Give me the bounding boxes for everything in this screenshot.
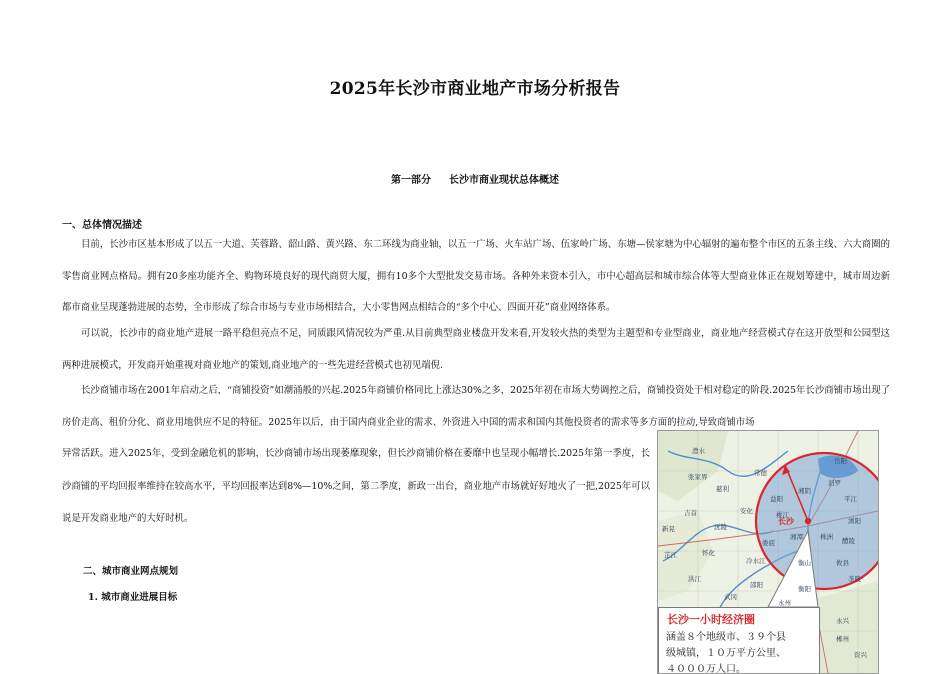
document-title: 2025年长沙市商业地产市场分析报告 (329, 79, 621, 99)
map-label-zhijiang: 芷江 (664, 551, 677, 559)
map-caption-title: 长沙一小时经济圈 (667, 613, 755, 626)
map-label-yongxing: 永兴 (836, 617, 849, 625)
part-heading (0, 171, 950, 186)
map-label-yongzhou: 永州 (778, 599, 791, 607)
map-label-chenzhou: 郴州 (836, 635, 849, 643)
map-caption-line-3: ４０００万人口。 (666, 664, 746, 674)
map-label-shaoyang: 邵阳 (750, 581, 763, 589)
map-label-yiyang: 益阳 (770, 495, 783, 503)
map-label-liling: 醴陵 (842, 537, 855, 545)
map-label-changde: 常德 (754, 469, 767, 477)
map-label-xiangyin: 湘阴 (798, 487, 811, 495)
map-label-taojiang: 桃江 (776, 511, 789, 519)
map-label-zixing: 资兴 (854, 651, 867, 659)
map-label-anhua: 安化 (740, 507, 753, 515)
paragraph-3-continued: 异常活跃。进入2025年，受到金融危机的影响，长沙商铺市场出现萎靡现象，但长沙商铺价格在萎靡中也呈现小幅增长.2025年第一季度，长沙商铺的平均回报率维持在较高水平，平均回报率达到8%—10%之间，第二季度，新政一出台，商业地产市场就好好地火了一把,2025年可以说是开发商业地产的大好时机。 (62, 448, 650, 524)
map-label-miluo: 汨罗 (828, 479, 841, 487)
map-label-lengshuijiang: 冷水江 (746, 557, 766, 565)
map-label-lishui: 澧水 (692, 447, 705, 455)
paragraph-1: 目前，长沙市区基本形成了以五一大道、芙蓉路、韶山路、黄兴路、东二环线为商业轴，以五一广场、火车站广场、伍家岭广场、东塘—侯家塘为中心辐射的遍布整个市区的五条主线、六大商圈的零售商业网点格局。拥有20多座功能齐全、购物环境良好的现代商贸大厦，拥有10多个大型批发交易市场。各种外来资本引入，市中心超高层和城市综合体等大型商业体正在规划筹建中，城市周边新都市商业呈现蓬勃进展的态势，全市形成了综合市场与专业市场相结合，大小零售网点相结合的“多个中心、四面开花”商业网络体系。 (62, 239, 890, 314)
map-label-yueyang: 岳阳 (834, 457, 847, 465)
map-label-loudi: 娄底 (762, 539, 775, 547)
part-title: 长沙市商业现状总体概述 (449, 175, 559, 186)
map-caption-box (658, 607, 820, 674)
map-center-label: 长沙 (778, 517, 794, 526)
paragraph-2: 可以说，长沙市的商业地产进展一路平稳但亮点不足，同质跟风情况较为严重.从目前典型商业楼盘开发来看,开发较火热的类型为主题型和专业型商业，商业地产经营模式存在这开放型和公园型这两种进展模式，开发商开始重视对商业地产的策划,商业地产的一些先进经营模式也初见端倪. (62, 328, 890, 371)
map-label-zhangjiajie: 张家界 (688, 473, 708, 481)
map-label-cili: 慈利 (716, 485, 729, 493)
map-label-xiangtan: 湘潭 (790, 533, 803, 541)
map-label-wugang: 武冈 (724, 593, 737, 601)
map-label-hengyang: 衡阳 (798, 585, 811, 593)
subsection-heading-goals: 1. 城市商业进展目标 (88, 592, 178, 603)
map-label-hengshan: 衡山 (798, 559, 811, 567)
map-caption-line-2: 级城镇，１０万平方公里、 (666, 648, 786, 659)
section-heading-planning: 二、城市商业网点规划 (83, 566, 179, 577)
economic-circle-map (657, 430, 879, 674)
map-label-zhuzhou: 株洲 (820, 533, 833, 541)
map-label-youxian: 攸县 (836, 559, 849, 567)
map-caption-line-1: 涵盖８个地级市、３９个县 (666, 632, 786, 643)
map-label-liuyang: 浏阳 (848, 517, 861, 525)
map-label-xinhuang: 新晃 (662, 525, 675, 533)
map-label-pingjiang: 平江 (844, 495, 857, 503)
paragraph-3: 长沙商铺市场在2001年启动之后，“商铺投资”如潮涌般的兴起.2025年商铺价格同比上涨达30%之多，2025年初在市场大势调控之后，商铺投资处于相对稳定的阶段.2025年长沙商铺市场出现了房价走高、租价分化、商业用地供应不足的特征。2025年以后，由于国内商业企业的需求、外资进入中国的需求和国内其他投资者的需求等多方面的拉动,导致商铺市场 (62, 385, 890, 428)
map-label-hongjiang: 洪江 (688, 575, 701, 583)
map-label-yuanling: 沅陵 (714, 523, 727, 531)
map-label-huaihua: 怀化 (702, 549, 715, 557)
section-heading-overview: 一、总体情况描述 (62, 220, 142, 231)
map-label-jishou: 吉首 (684, 509, 697, 517)
map-label-chaling: 茶陵 (848, 575, 861, 583)
part-label: 第一部分 (391, 175, 431, 186)
